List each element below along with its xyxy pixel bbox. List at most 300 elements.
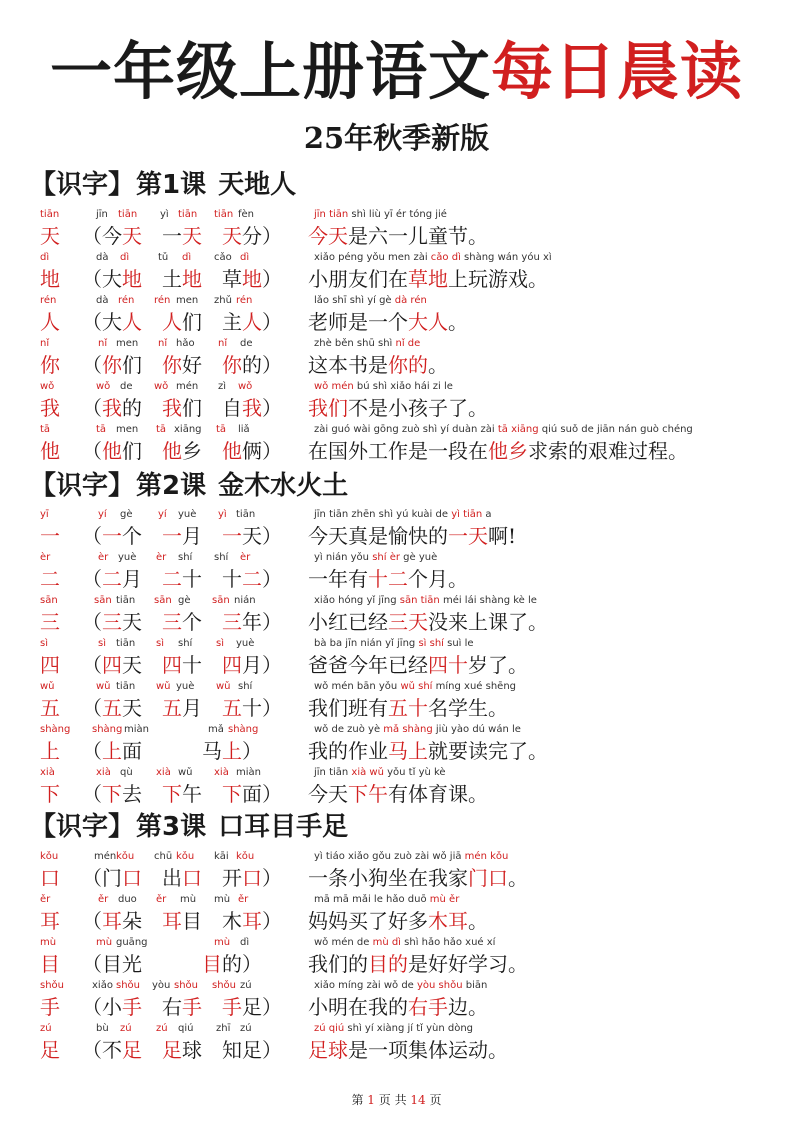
word-pinyin: yì: [160, 209, 169, 220]
sentence-pinyin: [314, 936, 495, 950]
word-char: [202, 439, 222, 463]
pinyin-line: [0, 1022, 793, 1036]
word-char: 月: [242, 653, 262, 677]
lesson-character: 三: [40, 610, 60, 634]
word-char: ）: [262, 653, 282, 677]
word-char: 足: [242, 995, 262, 1019]
word-pinyin: xiāng: [174, 424, 202, 435]
sentence-pinyin: [314, 551, 437, 565]
pinyin-line: [0, 723, 793, 737]
word-pinyin: shí: [214, 552, 229, 563]
word-char: [142, 610, 162, 634]
char-pinyin: sì: [40, 638, 48, 649]
lesson-heading-topic: 口耳目手足: [218, 812, 349, 842]
lesson-character: 足: [40, 1038, 60, 1062]
word-pinyin: de: [120, 381, 133, 392]
word-pinyin: tiān: [214, 209, 234, 220]
pinyin-line: [0, 508, 793, 522]
word-char: 个: [122, 524, 142, 548]
word-char: 的: [122, 396, 142, 420]
word-group: [82, 863, 282, 893]
word-pinyin: yòu: [152, 980, 171, 991]
word-char: ）: [242, 952, 262, 976]
sentence-part: 大人: [408, 310, 448, 334]
word-group: [82, 607, 282, 637]
word-char: 他: [102, 439, 122, 463]
character-row: [0, 380, 793, 424]
word-pinyin: kǒu: [236, 851, 255, 862]
word-pinyin: shí: [238, 681, 253, 692]
sentence-part: 一条小狗坐在我家: [308, 866, 468, 890]
word-pinyin: chū: [154, 851, 173, 862]
word-char: ）: [262, 866, 282, 890]
word-char: 月: [182, 524, 202, 548]
word-pinyin: tiān: [116, 681, 136, 692]
word-group: [82, 949, 262, 979]
word-group: [82, 779, 282, 809]
sentence-pinyin-part: jīn tiān: [314, 767, 352, 778]
word-pinyin: yí: [158, 509, 167, 520]
sentence-part: 小明在我的: [308, 995, 408, 1019]
sentence-part: 。: [508, 866, 528, 890]
word-char: [202, 396, 222, 420]
lesson-character: 二: [40, 567, 60, 591]
word-char: 目: [102, 952, 122, 976]
word-pinyin: rén: [236, 295, 253, 306]
sentence-part: 在国外工作是一段在: [308, 439, 488, 463]
word-char: [202, 782, 222, 806]
sentence-part: 是六一儿童节。: [348, 224, 488, 248]
word-char: ）: [262, 439, 282, 463]
sentence-part: 他乡: [488, 439, 528, 463]
word-char: [142, 439, 162, 463]
word-char: 十: [222, 567, 242, 591]
example-sentence: [308, 906, 488, 936]
example-sentence: [308, 221, 488, 251]
character-row: [0, 337, 793, 381]
word-char: 们: [122, 439, 142, 463]
lesson-character: 天: [40, 224, 60, 248]
sentence-pinyin-part: wǒ mén de: [314, 937, 373, 948]
word-char: [142, 524, 162, 548]
sentence-pinyin: [314, 893, 459, 907]
word-char: （: [82, 310, 102, 334]
word-char: 二: [242, 567, 262, 591]
char-pinyin: kǒu: [40, 851, 59, 862]
word-char: [202, 1038, 222, 1062]
lesson-character: 我: [40, 396, 60, 420]
sentence-pinyin-part: yì tiān: [451, 509, 483, 520]
sentence-pinyin-part: wǔ shí: [400, 681, 433, 692]
word-pinyin: nián: [234, 595, 256, 606]
word-pinyin: sān: [94, 595, 112, 606]
word-char: 天: [222, 224, 242, 248]
word-char: 手: [222, 995, 242, 1019]
sentence-pinyin-part: biān: [462, 980, 488, 991]
word-pinyin: duo: [118, 894, 137, 905]
character-row: [0, 508, 793, 552]
word-pinyin: men: [116, 338, 139, 349]
word-pinyin: shǒu: [116, 980, 141, 991]
word-char: 人: [242, 310, 262, 334]
word-pinyin: kǒu: [116, 851, 135, 862]
word-char: 口: [122, 866, 142, 890]
word-group: [82, 521, 282, 551]
sentence-part: 爸爸今年已经: [308, 653, 428, 677]
word-pinyin: mén: [176, 381, 199, 392]
word-char: 一: [162, 524, 182, 548]
word-char: ）: [262, 1038, 282, 1062]
word-char: [142, 866, 162, 890]
word-pinyin: gè: [120, 509, 133, 520]
pinyin-line: [0, 208, 793, 222]
word-char: 你: [102, 353, 122, 377]
footer-page-number: 1: [367, 1093, 375, 1107]
example-sentence: [308, 607, 548, 637]
word-pinyin: xià: [214, 767, 229, 778]
word-char: 开: [222, 866, 242, 890]
word-char: 耳: [162, 909, 182, 933]
word-char: 四: [222, 653, 242, 677]
word-char: 足: [122, 1038, 142, 1062]
sentence-pinyin: [314, 723, 521, 737]
word-char: [202, 267, 222, 291]
sentence-pinyin: [314, 594, 537, 608]
sentence-pinyin-part: yòu shǒu: [417, 980, 463, 991]
sentence-pinyin: [314, 850, 508, 864]
word-pinyin: yuè: [178, 509, 197, 520]
word-pinyin: guāng: [116, 937, 148, 948]
word-char: （: [82, 995, 102, 1019]
word-pinyin: cǎo: [214, 252, 232, 263]
lesson-character: 目: [40, 952, 60, 976]
word-char: 二: [102, 567, 122, 591]
word-char: 人: [162, 310, 182, 334]
sentence-pinyin-part: mù ěr: [429, 894, 460, 905]
word-group: [82, 992, 282, 1022]
word-char: 你: [222, 353, 242, 377]
sentence-part: 岁了。: [468, 653, 528, 677]
sentence-part: 下午: [348, 782, 388, 806]
sentence-part: 就要读完了。: [428, 739, 548, 763]
sentence-part: 不是小孩子了。: [348, 396, 488, 420]
character-row: [0, 680, 793, 724]
word-char: 月: [182, 696, 202, 720]
example-sentence: [308, 307, 468, 337]
example-sentence: [308, 521, 516, 551]
lesson-character: 地: [40, 267, 60, 291]
sentence-part: 今天: [308, 224, 348, 248]
word-pinyin: wǒ: [238, 381, 253, 392]
sentence-part: 。: [448, 310, 468, 334]
word-char: 耳: [102, 909, 122, 933]
word-group: [82, 1035, 282, 1065]
character-row: [0, 766, 793, 810]
word-char: [202, 310, 222, 334]
word-char: 足: [242, 1038, 262, 1062]
word-pinyin: yí: [98, 509, 107, 520]
word-char: （: [82, 224, 102, 248]
sentence-part: 十二: [368, 567, 408, 591]
word-pinyin: kāi: [214, 851, 229, 862]
sentence-part: 。: [468, 909, 488, 933]
word-char: [202, 653, 222, 677]
word-char: 分: [242, 224, 262, 248]
word-char: 下: [102, 782, 122, 806]
lesson-character: 他: [40, 439, 60, 463]
word-char: 月: [122, 567, 142, 591]
character-row: [0, 979, 793, 1023]
word-pinyin: wǔ: [216, 681, 231, 692]
word-pinyin: yuè: [176, 681, 195, 692]
sentence-pinyin: [314, 294, 427, 308]
word-group: [82, 264, 282, 294]
example-sentence: [308, 863, 528, 893]
sentence-part: 门口: [468, 866, 508, 890]
word-char: [142, 995, 162, 1019]
word-char: （: [82, 524, 102, 548]
sentence-pinyin-part: mù dì: [372, 937, 401, 948]
page-title: [0, 32, 793, 112]
word-char: [202, 696, 222, 720]
lesson-heading-lesson: 第3课: [136, 812, 207, 842]
word-char: 乡: [182, 439, 202, 463]
sentence-pinyin: [314, 637, 474, 651]
lesson-character: 你: [40, 353, 60, 377]
sentence-pinyin-part: wǒ mén: [314, 381, 354, 392]
word-group: [82, 221, 282, 251]
sentence-pinyin-part: shì hǎo hǎo xué xí: [400, 937, 496, 948]
sentence-part: 三天: [388, 610, 428, 634]
lesson-character: 一: [40, 524, 60, 548]
lesson-heading-lesson: 第1课: [136, 170, 207, 200]
word-pinyin: kǒu: [176, 851, 195, 862]
pinyin-line: [0, 936, 793, 950]
sentence-pinyin-part: suì le: [443, 638, 474, 649]
sentence-pinyin-part: yǒu tǐ yù kè: [383, 767, 446, 778]
word-pinyin: shàng: [92, 724, 123, 735]
word-char: 人: [122, 310, 142, 334]
word-pinyin: tā: [156, 424, 167, 435]
word-char: 上: [222, 739, 242, 763]
sentence-part: 五十: [388, 696, 428, 720]
word-pinyin: gè: [178, 595, 191, 606]
word-char: 主: [222, 310, 242, 334]
word-pinyin: dì: [240, 252, 250, 263]
word-pinyin: wǔ: [178, 767, 193, 778]
pinyin-line: [0, 423, 793, 437]
footer-post: 页: [429, 1093, 442, 1107]
char-pinyin: wǒ: [40, 381, 55, 392]
word-char: 大: [102, 310, 122, 334]
pinyin-line: [0, 380, 793, 394]
word-char: 五: [162, 696, 182, 720]
word-char: 四: [162, 653, 182, 677]
word-pinyin: zú: [120, 1023, 132, 1034]
word-pinyin: men: [176, 295, 199, 306]
word-char: 你: [162, 353, 182, 377]
word-char: 的: [222, 952, 242, 976]
sentence-pinyin: [314, 380, 453, 394]
sentence-pinyin-part: xià wǔ: [351, 767, 384, 778]
sentence-pinyin-part: mǎ shàng: [383, 724, 433, 735]
character-row: [0, 594, 793, 638]
character-row: [0, 551, 793, 595]
word-char: 们: [122, 353, 142, 377]
word-char: 俩: [242, 439, 262, 463]
sentence-pinyin-part: xiǎo hóng yǐ jīng: [314, 595, 400, 606]
word-pinyin: tā: [216, 424, 227, 435]
sentence-part: 是一项集体运动。: [348, 1038, 508, 1062]
word-char: 面: [242, 782, 262, 806]
sentence-pinyin-part: nǐ de: [395, 338, 421, 349]
word-char: 天: [182, 224, 202, 248]
title-main: 一年级上册语文: [49, 35, 491, 108]
pinyin-line: [0, 294, 793, 308]
word-char: 地: [182, 267, 202, 291]
word-char: ）: [262, 224, 282, 248]
word-char: [142, 567, 162, 591]
word-char: 马: [202, 739, 222, 763]
word-char: 自: [222, 396, 242, 420]
sentence-pinyin-part: jīn tiān: [314, 209, 349, 220]
sentence-pinyin-part: cǎo dì: [430, 252, 461, 263]
lesson-heading: [30, 168, 298, 202]
word-char: 口: [242, 866, 262, 890]
sentence-part: 小朋友们在: [308, 267, 408, 291]
word-char: [142, 739, 202, 763]
pinyin-line: [0, 594, 793, 608]
word-char: [202, 909, 222, 933]
word-char: 的: [242, 353, 262, 377]
word-char: 一: [222, 524, 242, 548]
character-row: [0, 893, 793, 937]
word-char: （: [82, 866, 102, 890]
word-group: [82, 693, 282, 723]
word-char: 十: [182, 567, 202, 591]
char-pinyin: mù: [40, 937, 57, 948]
example-sentence: [308, 436, 688, 466]
sentence-pinyin: [314, 423, 693, 437]
lesson-heading-bracket: 【识字】: [30, 471, 135, 501]
word-pinyin: èr: [240, 552, 251, 563]
sentence-pinyin-part: wǒ de zuò yè: [314, 724, 384, 735]
word-char: 目: [182, 909, 202, 933]
sentence-pinyin-part: dà rén: [394, 295, 427, 306]
sentence-pinyin-part: a: [482, 509, 492, 520]
word-pinyin: ěr: [156, 894, 167, 905]
page-footer: [0, 1091, 793, 1109]
word-char: 天: [122, 224, 142, 248]
char-pinyin: ěr: [40, 894, 51, 905]
sentence-pinyin: [314, 208, 447, 222]
word-pinyin: tā: [96, 424, 107, 435]
sentence-part: 上玩游戏。: [448, 267, 548, 291]
word-char: 二: [162, 567, 182, 591]
sentence-part: 这本书是: [308, 353, 388, 377]
sentence-part: 个月。: [408, 567, 468, 591]
word-pinyin: mù: [96, 937, 113, 948]
word-char: 球: [182, 1038, 202, 1062]
word-char: [202, 995, 222, 1019]
sentence-pinyin-part: lǎo shī shì yí gè: [314, 295, 395, 306]
word-pinyin: yuè: [236, 638, 255, 649]
footer-pre: 第: [351, 1093, 364, 1107]
lesson-heading-bracket: 【识字】: [30, 170, 135, 200]
word-char: [202, 610, 222, 634]
footer-total-pages: 14: [410, 1093, 426, 1107]
lesson-character: 手: [40, 995, 60, 1019]
pinyin-line: [0, 893, 793, 907]
word-pinyin: rén: [154, 295, 171, 306]
sentence-pinyin-part: xiǎo míng zài wǒ de: [314, 980, 417, 991]
char-pinyin: tā: [40, 424, 51, 435]
word-group: [82, 906, 282, 936]
example-sentence: [308, 650, 528, 680]
word-char: [142, 782, 162, 806]
word-pinyin: tiān: [116, 638, 136, 649]
word-pinyin: tǔ: [158, 252, 169, 263]
word-char: ）: [262, 267, 282, 291]
word-char: 朵: [122, 909, 142, 933]
word-char: 足: [162, 1038, 182, 1062]
sentence-pinyin: [314, 766, 446, 780]
word-char: [202, 353, 222, 377]
char-pinyin: tiān: [40, 209, 60, 220]
word-pinyin: dì: [120, 252, 130, 263]
word-pinyin: miàn: [124, 724, 149, 735]
word-char: （: [82, 739, 102, 763]
example-sentence: [308, 949, 528, 979]
sentence-pinyin: [314, 337, 420, 351]
word-pinyin: zú: [156, 1023, 168, 1034]
word-char: [142, 1038, 162, 1062]
lesson-character: 口: [40, 866, 60, 890]
word-char: 天: [122, 653, 142, 677]
word-char: [142, 224, 162, 248]
word-char: 右: [162, 995, 182, 1019]
word-char: [202, 224, 222, 248]
character-row: [0, 208, 793, 252]
sentence-part: 目的: [368, 952, 408, 976]
word-pinyin: nǐ: [158, 338, 168, 349]
lesson-character: 上: [40, 739, 60, 763]
word-char: 下: [222, 782, 242, 806]
example-sentence: [308, 564, 468, 594]
word-char: ）: [262, 696, 282, 720]
word-char: 十: [182, 653, 202, 677]
sentence-pinyin-part: zhè běn shū shì: [314, 338, 396, 349]
char-pinyin: sān: [40, 595, 58, 606]
char-pinyin: nǐ: [40, 338, 50, 349]
word-char: 个: [182, 610, 202, 634]
title-highlight: 每日晨读: [491, 35, 744, 108]
word-char: [202, 524, 222, 548]
word-char: （: [82, 353, 102, 377]
word-pinyin: de: [240, 338, 253, 349]
word-pinyin: mǎ: [208, 724, 224, 735]
word-char: 天: [122, 610, 142, 634]
word-pinyin: dì: [240, 937, 250, 948]
example-sentence: [308, 350, 448, 380]
sentence-pinyin-part: shí èr: [372, 552, 400, 563]
sentence-part: 求索的艰难过程。: [528, 439, 688, 463]
sentence-pinyin-part: zú qiú: [314, 1023, 345, 1034]
sentence-pinyin-part: bà ba jīn nián yǐ jīng: [314, 638, 419, 649]
word-char: 他: [222, 439, 242, 463]
word-char: 我: [242, 396, 262, 420]
sentence-pinyin-part: míng xué shēng: [432, 681, 517, 692]
